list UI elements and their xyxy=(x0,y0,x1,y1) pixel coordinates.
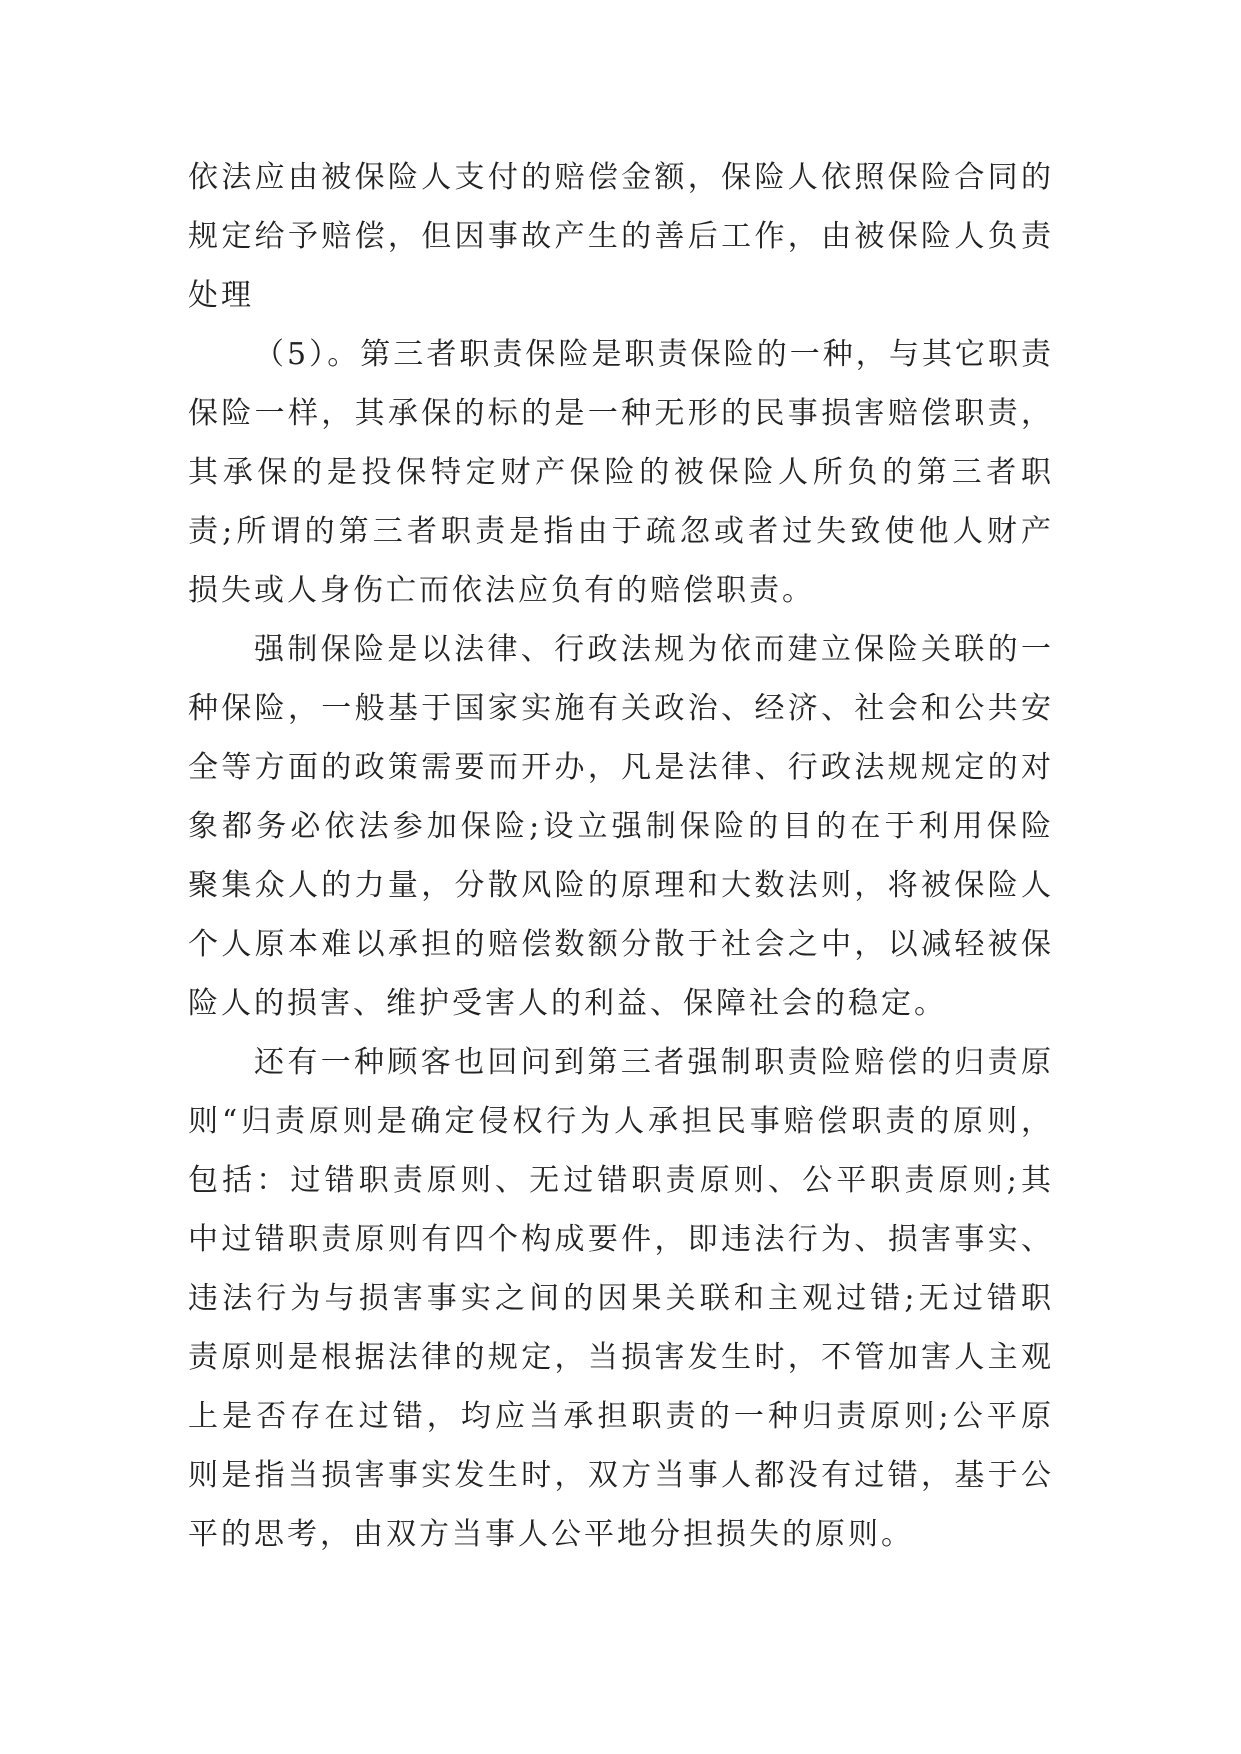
paragraph-continuation: 依法应由被保险人支付的赔偿金额，保险人依照保险合同的规定给予赔偿，但因事故产生的善后工作，由被保险人负责处理 xyxy=(188,160,1054,313)
paragraph-compulsory-insurance: 强制保险是以法律、行政法规为依而建立保险关联的一种保险，一般基于国家实施有关政治、经济、社会和公共安全等方面的政策需要而开办，凡是法律、行政法规规定的对象都务必依法参加保险;设立强制保险的目的在于利用保险聚集众人的力量，分散风险的原理和大数法则，将被保险人个人原本难以承担的赔偿数额分散于社会之中，以减轻被保险人的损害、维护受害人的利益、保障社会的稳定。 xyxy=(188,632,1054,1021)
document-body xyxy=(188,148,1054,1564)
paragraph-liability-principles: 还有一种顾客也回问到第三者强制职责险赔偿的归责原则“归责原则是确定侵权行为人承担民事赔偿职责的原则，包括：过错职责原则、无过错职责原则、公平职责原则;其中过错职责原则有四个构成要件，即违法行为、损害事实、违法行为与损害事实之间的因果关联和主观过错;无过错职责原则是根据法律的规定，当损害发生时，不管加害人主观上是否存在过错，均应当承担职责的一种归责原则;公平原则是指当损害事实发生时，双方当事人都没有过错，基于公平的思考，由双方当事人公平地分担损失的原则。 xyxy=(188,1045,1054,1552)
paragraph-third-party-liability: （5）。第三者职责保险是职责保险的一种，与其它职责保险一样，其承保的标的是一种无形的民事损害赔偿职责，其承保的是投保特定财产保险的被保险人所负的第三者职责;所谓的第三者职责是指由于疏忽或者过失致使他人财产损失或人身伤亡而依法应负有的赔偿职责。 xyxy=(188,337,1054,608)
